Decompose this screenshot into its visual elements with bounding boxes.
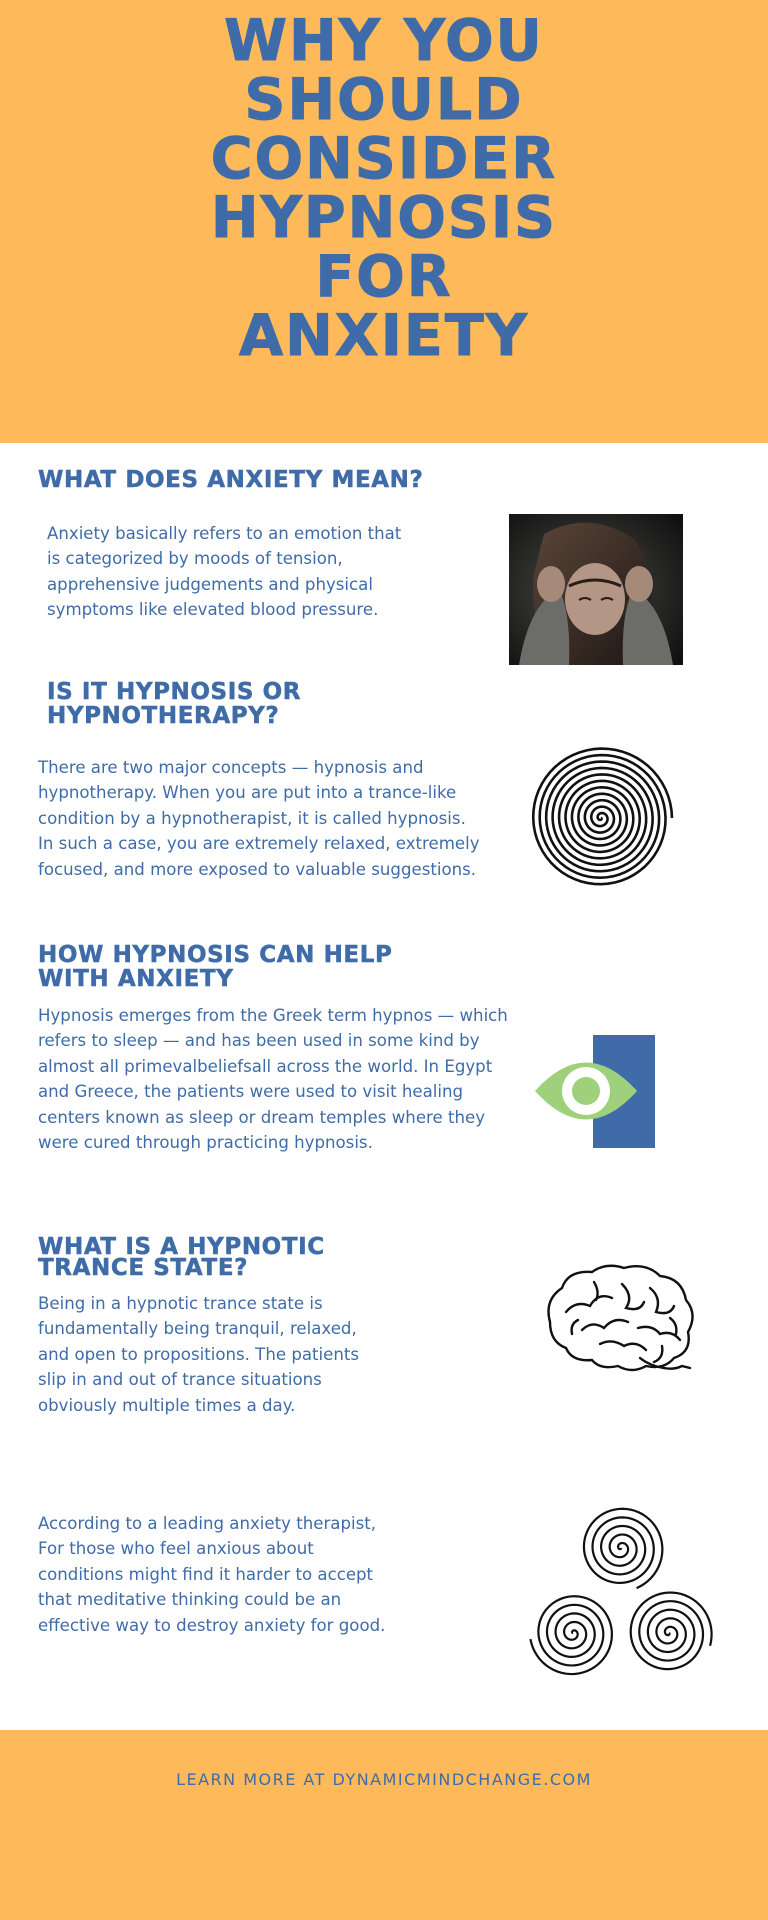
text-line: condition by a hypnotherapist, it is called hypnosis.	[38, 808, 466, 828]
text-line: slip in and out of trance situations	[38, 1370, 322, 1390]
section-text-how-hypnosis-helps	[38, 1003, 508, 1155]
triple-spiral-icon	[528, 1503, 714, 1679]
text-line: Hypnosis emerges from the Greek term hypnos — which	[38, 1006, 508, 1025]
text-line: refers to sleep — and has been used in some kind by	[38, 1031, 480, 1051]
heading-line: HYPNOTHERAPY?	[47, 703, 280, 729]
text-line: and Greece, the patients were used to visit healing	[38, 1082, 464, 1102]
spiral-icon	[528, 745, 678, 895]
title-line: HYPNOSIS	[210, 185, 558, 251]
text-line: hypnotherapy. When you are put into a trance-like	[38, 783, 457, 803]
section-text-anxiety-meaning	[47, 521, 401, 623]
section-heading-how-hypnosis-helps	[38, 943, 392, 991]
text-line: centers known as sleep or dream temples where they	[38, 1107, 486, 1127]
text-line: Anxiety basically refers to an emotion that	[47, 524, 402, 543]
text-line: that meditative thinking could be an	[38, 1590, 342, 1610]
text-line: and open to propositions. The patients	[38, 1344, 360, 1364]
text-line: obviously multiple times a day.	[38, 1395, 296, 1415]
text-line: For those who feel anxious about	[38, 1539, 314, 1559]
brain-icon	[542, 1262, 702, 1372]
text-line: In such a case, you are extremely relaxed, extremely	[38, 834, 480, 854]
text-line: fundamentally being tranquil, relaxed,	[38, 1319, 357, 1339]
heading-line: WITH ANXIETY	[38, 966, 234, 992]
section-heading-trance-state	[38, 1234, 325, 1281]
page-title	[0, 8, 768, 369]
title-line: FOR	[315, 244, 453, 310]
section-text-hypnosis-or-hypnotherapy	[38, 755, 480, 882]
footer-link-text[interactable]: LEARN MORE AT DYNAMICMINDCHANGE.COM	[176, 1770, 592, 1789]
footer-banner	[0, 1730, 768, 1920]
text-line: symptoms like elevated blood pressure.	[47, 600, 379, 620]
eye-icon	[533, 1034, 658, 1149]
text-line: were cured through practicing hypnosis.	[38, 1133, 373, 1153]
title-line: WHY YOU	[224, 8, 544, 74]
text-line: focused, and more exposed to valuable suggestions.	[38, 859, 477, 879]
heading-line: IS IT HYPNOSIS OR	[47, 679, 302, 705]
text-line: apprehensive judgements and physical	[47, 574, 373, 594]
text-line: is categorized by moods of tension,	[47, 549, 343, 569]
text-line: There are two major concepts — hypnosis and	[38, 758, 424, 777]
text-line: Being in a hypnotic trance state is	[38, 1294, 323, 1313]
text-line: effective way to destroy anxiety for good.	[38, 1615, 386, 1635]
text-line: According to a leading anxiety therapist,	[38, 1514, 377, 1533]
text-line: almost all primevalbeliefsall across the world. In Egypt	[38, 1056, 493, 1076]
heading-line: WHAT IS A HYPNOTIC	[38, 1234, 325, 1260]
anxious-woman-photo	[509, 514, 683, 665]
section-text-trance-state	[38, 1291, 359, 1418]
heading-line: HOW HYPNOSIS CAN HELP	[38, 942, 393, 968]
title-line: ANXIETY	[238, 303, 530, 369]
section-text-therapist-quote	[38, 1511, 385, 1638]
title-line: CONSIDER	[210, 126, 558, 192]
section-heading-hypnosis-or-hypnotherapy	[47, 680, 301, 728]
text-line: conditions might find it harder to accept	[38, 1564, 374, 1584]
heading-line: TRANCE STATE?	[38, 1255, 249, 1281]
section-heading-anxiety-meaning: WHAT DOES ANXIETY MEAN?	[38, 467, 424, 493]
title-line: SHOULD	[244, 67, 524, 133]
